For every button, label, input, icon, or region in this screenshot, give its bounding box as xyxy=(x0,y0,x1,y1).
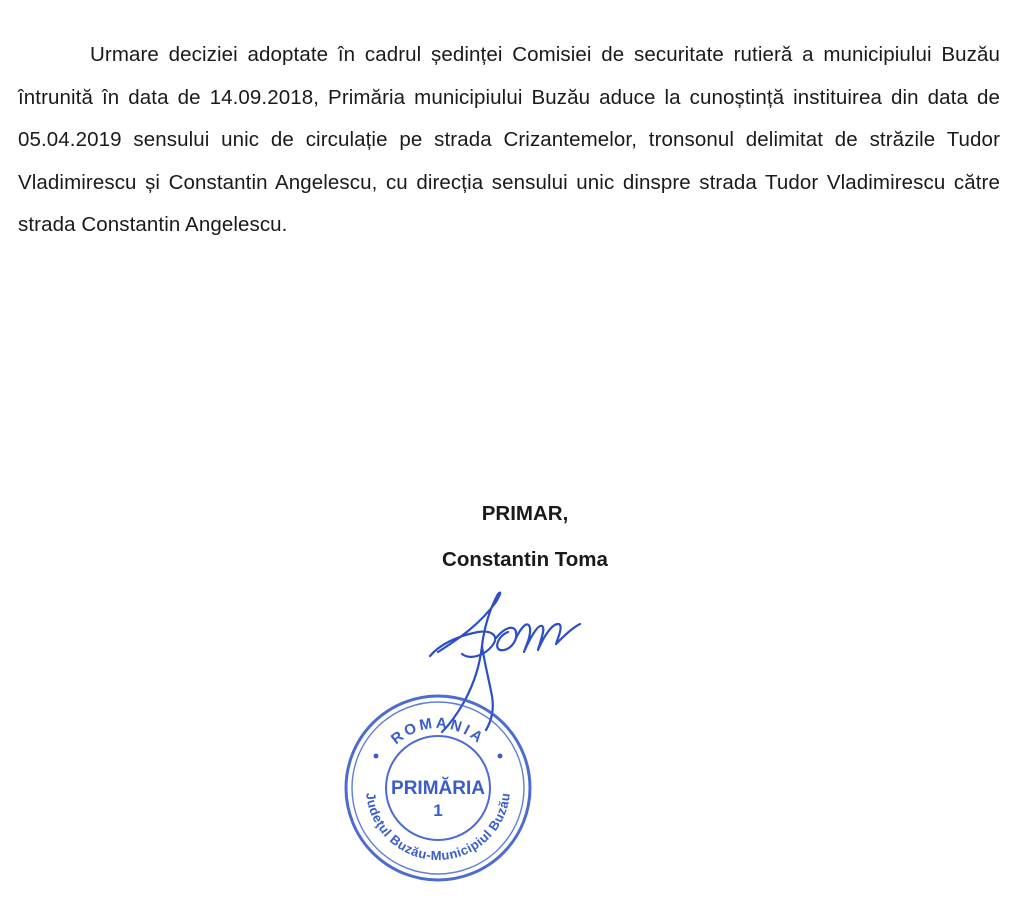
stamp-top-text: ROMANIA xyxy=(387,714,489,748)
official-stamp xyxy=(340,690,536,886)
signature-title: PRIMAR, xyxy=(481,502,569,525)
stamp-center-number: 1 xyxy=(433,801,443,820)
svg-text:ROMANIA xyxy=(388,715,488,748)
stamp-center-text: PRIMĂRIA xyxy=(391,778,485,799)
stamp-bottom-text: Judeţul Buzău-Municipiul Buzău xyxy=(363,791,513,864)
signature-block xyxy=(400,500,650,574)
body-paragraph: Urmare deciziei adoptate în cadrul ședinței Comisiei de securitate rutieră a municipiului Buzău întrunită în data de 14.09.2018, Primăria municipiului Buzău aduce la cunoștință instituirea din data de 05.04.2019 sensului unic de circulație pe strada Crizantemelor, tronsonul delimitat de străzile Tudor Vladimirescu și Constantin Angelescu, cu direcția sensului unic dinspre strada Tudor Vladimirescu către strada Constantin Angelescu. xyxy=(18,43,1000,236)
signatory-name: Constantin Toma xyxy=(442,548,608,571)
